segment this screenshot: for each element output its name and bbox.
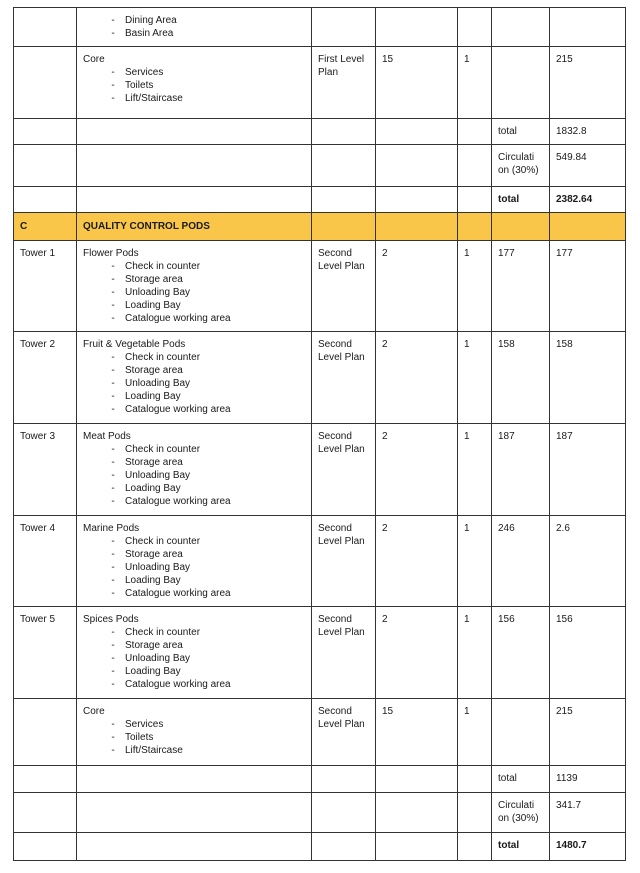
unit-cell	[458, 187, 492, 213]
description-heading: Fruit & Vegetable Pods	[83, 339, 186, 350]
bullet-dash: -	[111, 549, 115, 560]
tower-cell	[14, 145, 77, 187]
area-cell	[492, 699, 550, 766]
table-row	[14, 833, 626, 861]
sub-item	[83, 286, 305, 299]
sub-item	[83, 390, 305, 403]
bullet-dash: -	[111, 444, 115, 455]
sub-item	[83, 718, 305, 731]
total-cell: 156	[550, 607, 626, 699]
bullet-dash: -	[111, 457, 115, 468]
area-cell: Circulati on (30%)	[492, 793, 550, 833]
bullet-dash: -	[111, 391, 115, 402]
bullet-dash: -	[111, 378, 115, 389]
quantity-cell	[376, 793, 458, 833]
total-cell: 177	[550, 241, 626, 332]
description-cell	[77, 187, 312, 213]
sub-item	[83, 495, 305, 508]
bullet-dash: -	[111, 483, 115, 494]
sub-item	[83, 377, 305, 390]
bullet-dash: -	[111, 732, 115, 743]
description-cell	[77, 516, 312, 607]
bullet-dash: -	[111, 93, 115, 104]
unit-cell	[458, 145, 492, 187]
total-cell: 187	[550, 424, 626, 516]
sub-item-label: Loading Bay	[125, 483, 181, 494]
table-row	[14, 699, 626, 766]
description-heading: Spices Pods	[83, 614, 139, 625]
bullet-dash: -	[111, 313, 115, 324]
plan-cell: First Level Plan	[312, 47, 376, 119]
table-body	[14, 8, 626, 861]
sub-item-label: Unloading Bay	[125, 470, 191, 481]
description-cell	[77, 607, 312, 699]
table-row	[14, 8, 626, 47]
sub-item	[83, 665, 305, 678]
bullet-dash: -	[111, 365, 115, 376]
sub-item	[83, 351, 305, 364]
table-row	[14, 119, 626, 145]
description-heading: QUALITY CONTROL PODS	[83, 221, 210, 232]
table-row	[14, 187, 626, 213]
table-row	[14, 516, 626, 607]
total-cell: 341.7	[550, 793, 626, 833]
total-cell: 1480.7	[550, 833, 626, 861]
sub-item	[83, 299, 305, 312]
area-cell: 187	[492, 424, 550, 516]
table-row	[14, 47, 626, 119]
sub-item-label: Check in counter	[125, 261, 201, 272]
sub-item-label: Check in counter	[125, 536, 201, 547]
sub-item	[83, 66, 305, 79]
sub-item-label: Loading Bay	[125, 300, 181, 311]
sub-item-label: Storage area	[125, 457, 183, 468]
bullet-dash: -	[111, 80, 115, 91]
bullet-dash: -	[111, 300, 115, 311]
bullet-dash: -	[111, 679, 115, 690]
quantity-cell: 2	[376, 516, 458, 607]
unit-cell	[458, 8, 492, 47]
table-row	[14, 145, 626, 187]
sub-item-label: Storage area	[125, 274, 183, 285]
unit-cell: 1	[458, 47, 492, 119]
sub-item-label: Check in counter	[125, 352, 201, 363]
bullet-dash: -	[111, 352, 115, 363]
sub-item-label: Unloading Bay	[125, 653, 191, 664]
bullet-dash: -	[111, 287, 115, 298]
description-cell	[77, 833, 312, 861]
description-cell	[77, 793, 312, 833]
tower-cell	[14, 833, 77, 861]
bullet-dash: -	[111, 470, 115, 481]
quantity-cell: 2	[376, 424, 458, 516]
sub-item	[83, 639, 305, 652]
sub-item-label: Storage area	[125, 365, 183, 376]
area-cell: total	[492, 833, 550, 861]
sub-item	[83, 482, 305, 495]
area-cell: total	[492, 119, 550, 145]
bullet-dash: -	[111, 719, 115, 730]
sub-item-label: Loading Bay	[125, 391, 181, 402]
sub-item	[83, 79, 305, 92]
sub-item	[83, 403, 305, 416]
tower-cell: Tower 3	[14, 424, 77, 516]
description-heading: Core	[83, 54, 105, 65]
plan-cell	[312, 766, 376, 793]
bullet-dash: -	[111, 261, 115, 272]
bullet-dash: -	[111, 627, 115, 638]
sub-item	[83, 92, 305, 105]
tower-cell: Tower 2	[14, 332, 77, 424]
total-cell: 2382.64	[550, 187, 626, 213]
area-cell: 158	[492, 332, 550, 424]
bullet-dash: -	[111, 404, 115, 415]
plan-cell	[312, 213, 376, 241]
table-row	[14, 241, 626, 332]
description-heading: Meat Pods	[83, 431, 131, 442]
sub-item	[83, 678, 305, 691]
table-row	[14, 607, 626, 699]
quantity-cell	[376, 833, 458, 861]
description-heading: Core	[83, 706, 105, 717]
sub-item	[83, 260, 305, 273]
sub-item	[83, 27, 305, 40]
sub-item	[83, 626, 305, 639]
sub-item-label: Toilets	[125, 80, 154, 91]
description-cell	[77, 119, 312, 145]
sub-item	[83, 548, 305, 561]
sub-item	[83, 273, 305, 286]
tower-cell	[14, 793, 77, 833]
plan-cell: Second Level Plan	[312, 516, 376, 607]
area-cell: 246	[492, 516, 550, 607]
sub-item	[83, 456, 305, 469]
plan-cell: Second Level Plan	[312, 424, 376, 516]
bullet-dash: -	[111, 274, 115, 285]
plan-cell: Second Level Plan	[312, 607, 376, 699]
sub-item-label: Lift/Staircase	[125, 745, 183, 756]
description-heading: Marine Pods	[83, 523, 140, 534]
sub-item	[83, 561, 305, 574]
unit-cell	[458, 833, 492, 861]
description-cell	[77, 213, 312, 241]
plan-cell: Second Level Plan	[312, 332, 376, 424]
quantity-cell	[376, 8, 458, 47]
bullet-dash: -	[111, 28, 115, 39]
description-cell	[77, 241, 312, 332]
sub-item-label: Basin Area	[125, 28, 174, 39]
section-row	[14, 213, 626, 241]
tower-cell	[14, 47, 77, 119]
quantity-cell: 2	[376, 241, 458, 332]
area-cell: Circulati on (30%)	[492, 145, 550, 187]
bullet-dash: -	[111, 496, 115, 507]
sub-item-label: Lift/Staircase	[125, 93, 183, 104]
bullet-dash: -	[111, 588, 115, 599]
bullet-dash: -	[111, 67, 115, 78]
bullet-dash: -	[111, 666, 115, 677]
plan-cell	[312, 119, 376, 145]
unit-cell: 1	[458, 424, 492, 516]
total-cell: 215	[550, 699, 626, 766]
total-cell: 158	[550, 332, 626, 424]
description-cell	[77, 699, 312, 766]
bullet-dash: -	[111, 640, 115, 651]
area-cell	[492, 8, 550, 47]
sub-item-label: Unloading Bay	[125, 287, 191, 298]
plan-cell: Second Level Plan	[312, 241, 376, 332]
description-cell	[77, 424, 312, 516]
tower-cell	[14, 699, 77, 766]
table-row	[14, 424, 626, 516]
sub-item-label: Catalogue working area	[125, 588, 231, 599]
sub-item-label: Catalogue working area	[125, 313, 231, 324]
tower-cell	[14, 119, 77, 145]
sub-item-label: Services	[125, 67, 164, 78]
bullet-dash: -	[111, 536, 115, 547]
quantity-cell	[376, 766, 458, 793]
plan-cell	[312, 8, 376, 47]
description-cell	[77, 766, 312, 793]
sub-item-label: Storage area	[125, 640, 183, 651]
plan-cell	[312, 145, 376, 187]
total-cell	[550, 8, 626, 47]
total-cell: 549.84	[550, 145, 626, 187]
bullet-dash: -	[111, 575, 115, 586]
sub-item-label: Dining Area	[125, 15, 177, 26]
tower-cell	[14, 766, 77, 793]
total-cell: 2.6	[550, 516, 626, 607]
description-cell	[77, 332, 312, 424]
sub-item	[83, 364, 305, 377]
quantity-cell: 15	[376, 699, 458, 766]
bullet-dash: -	[111, 653, 115, 664]
unit-cell	[458, 213, 492, 241]
total-cell: 1832.8	[550, 119, 626, 145]
quantity-cell: 2	[376, 332, 458, 424]
sub-item	[83, 574, 305, 587]
sub-item-label: Storage area	[125, 549, 183, 560]
sub-item	[83, 587, 305, 600]
area-cell	[492, 47, 550, 119]
description-cell	[77, 8, 312, 47]
sub-item-label: Toilets	[125, 732, 154, 743]
quantity-cell: 2	[376, 607, 458, 699]
sub-item	[83, 14, 305, 27]
unit-cell: 1	[458, 699, 492, 766]
sub-item-label: Unloading Bay	[125, 378, 191, 389]
total-cell	[550, 213, 626, 241]
sub-item-label: Check in counter	[125, 627, 201, 638]
sub-item	[83, 312, 305, 325]
unit-cell: 1	[458, 241, 492, 332]
plan-cell	[312, 833, 376, 861]
tower-cell: Tower 1	[14, 241, 77, 332]
unit-cell	[458, 793, 492, 833]
unit-cell	[458, 766, 492, 793]
space-program-table	[13, 7, 626, 861]
area-cell	[492, 213, 550, 241]
table-row	[14, 793, 626, 833]
plan-cell	[312, 793, 376, 833]
description-cell	[77, 145, 312, 187]
sub-item-label: Catalogue working area	[125, 404, 231, 415]
sub-item-label: Catalogue working area	[125, 679, 231, 690]
sub-item-label: Loading Bay	[125, 666, 181, 677]
unit-cell: 1	[458, 607, 492, 699]
table-row	[14, 766, 626, 793]
description-cell	[77, 47, 312, 119]
sub-item-label: Services	[125, 719, 164, 730]
table-row	[14, 332, 626, 424]
sub-item-label: Catalogue working area	[125, 496, 231, 507]
unit-cell: 1	[458, 332, 492, 424]
quantity-cell	[376, 213, 458, 241]
total-cell: 215	[550, 47, 626, 119]
area-cell: 177	[492, 241, 550, 332]
sub-item-label: Unloading Bay	[125, 562, 191, 573]
area-cell: 156	[492, 607, 550, 699]
sub-item	[83, 469, 305, 482]
tower-cell: Tower 4	[14, 516, 77, 607]
quantity-cell	[376, 187, 458, 213]
sub-item-label: Check in counter	[125, 444, 201, 455]
area-cell: total	[492, 187, 550, 213]
total-cell: 1139	[550, 766, 626, 793]
area-cell: total	[492, 766, 550, 793]
plan-cell	[312, 187, 376, 213]
tower-cell: C	[14, 213, 77, 241]
quantity-cell	[376, 145, 458, 187]
bullet-dash: -	[111, 562, 115, 573]
sub-item-label: Loading Bay	[125, 575, 181, 586]
description-heading: Flower Pods	[83, 248, 139, 259]
sub-item	[83, 443, 305, 456]
tower-cell: Tower 5	[14, 607, 77, 699]
unit-cell	[458, 119, 492, 145]
sub-item	[83, 744, 305, 757]
quantity-cell: 15	[376, 47, 458, 119]
sub-item	[83, 731, 305, 744]
tower-cell	[14, 8, 77, 47]
bullet-dash: -	[111, 15, 115, 26]
unit-cell: 1	[458, 516, 492, 607]
tower-cell	[14, 187, 77, 213]
quantity-cell	[376, 119, 458, 145]
sub-item	[83, 652, 305, 665]
plan-cell: Second Level Plan	[312, 699, 376, 766]
sub-item	[83, 535, 305, 548]
bullet-dash: -	[111, 745, 115, 756]
